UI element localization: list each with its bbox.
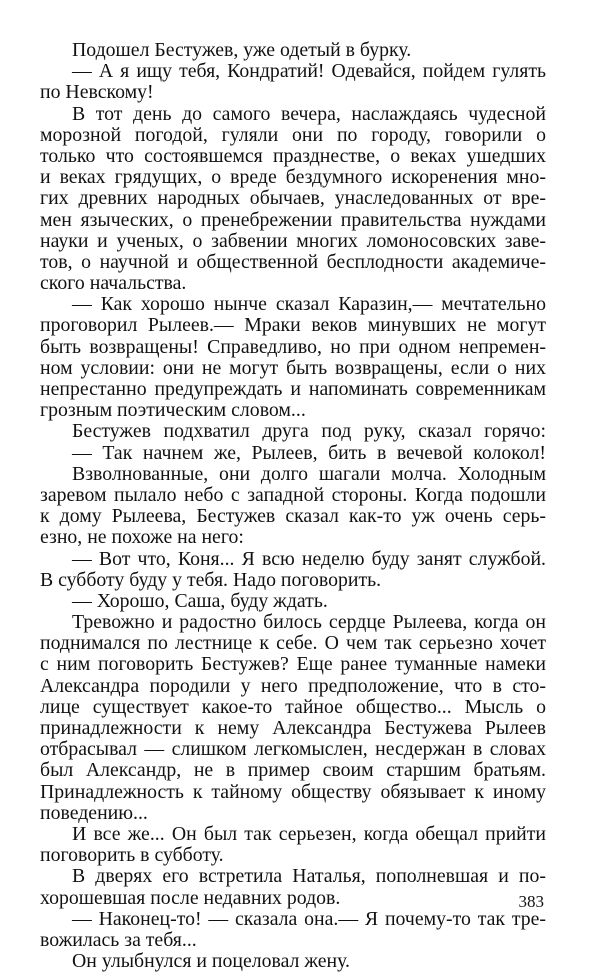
page-number: 383 <box>518 892 544 911</box>
text-line: хорошевшая после недавних родов. <box>40 886 341 909</box>
text-line: непрестанно предупреждать и напоминать современникам <box>40 378 546 400</box>
text-line: — Хорошо, Саша, буду ждать. <box>72 589 328 612</box>
text-line: — Как хорошо нынче сказал Каразин,— мечтательно <box>72 293 546 316</box>
text-line: Принадлежность к тайному обществу обязывает к иному <box>40 780 546 803</box>
text-line: ном условии: они не могут быть возвращены, если о них <box>40 356 546 379</box>
text-line: был Александр, не в пример своим старшим братьям. <box>40 759 546 782</box>
text-line: Александра породили у него предположение, что в сто- <box>40 674 546 697</box>
text-line: И все же... Он был так серьезен, когда обещал прийти <box>72 822 546 845</box>
text-line: только что состоявшемся празднестве, о веках ушедших <box>40 144 546 167</box>
text-line: — А я ищу тебя, Кондратий! Одевайся, пойдем гулять <box>72 60 546 83</box>
text-line: В дверях его встретила Наталья, пополневшая и по- <box>72 865 546 888</box>
text-line: — Вот что, Коня... Я всю неделю буду занят службой. <box>72 547 546 570</box>
text-line: В тот день до самого вечера, наслаждаясь чудесной <box>72 102 546 125</box>
text-line: с ним поговорить Бестужев? Еще ранее туманные намеки <box>40 653 546 676</box>
text-line: быть возвращены! Справедливо, но при одном непремен- <box>40 335 546 358</box>
text-line: грозным поэтическим словом... <box>40 399 306 422</box>
body-text <box>40 40 546 972</box>
text-line: — Наконец-то! — сказала она.— Я почему-то так тре- <box>72 907 546 930</box>
text-line: Он улыбнулся и поцеловал жену. <box>72 950 350 972</box>
text-line: поведению... <box>40 801 148 824</box>
text-line: поднимался по лестнице к себе. О чем так серьезно хочет <box>40 632 546 655</box>
text-line: к дому Рылеева, Бестужев сказал как-то уж очень серь- <box>40 505 546 528</box>
text-line: В субботу буду у тебя. Надо поговорить. <box>40 568 382 591</box>
text-line: Бестужев подхватил друга под руку, сказал горячо: <box>72 420 546 443</box>
text-line: — Так начнем же, Рылеев, бить в вечевой колокол! <box>72 441 546 464</box>
text-line: езно, не похоже на него: <box>40 526 244 549</box>
text-line: тов, о научной и общественной бесплодности академиче- <box>40 250 546 273</box>
text-line: вожилась за тебя... <box>40 928 197 951</box>
text-line: поговорить в субботу. <box>40 844 224 867</box>
text-line: ского начальства. <box>40 272 187 295</box>
text-line: морозной погодой, гуляли они по городу, говорили о <box>40 123 546 146</box>
text-line: проговорил Рылеев.— Мраки веков минувших не могут <box>40 314 546 337</box>
text-line: по Невскому! <box>40 81 154 104</box>
text-line: отбрасывал — слишком легкомыслен, несдержан в словах <box>40 738 546 761</box>
text-line: гих древних народных обычаев, унаследованных от вре- <box>40 187 546 210</box>
text-line: и веках грядущих, о вреде бездумного искоренения мно- <box>40 166 546 189</box>
text-line: мен языческих, о пренебрежении правительства нуждами <box>40 208 546 231</box>
text-line: заревом пылало небо с западной стороны. Когда подошли <box>40 483 546 506</box>
text-line: лице существует какое-то тайное общество... Мысль о <box>40 695 546 718</box>
text-line: принадлежности к нему Александра Бестужева Рылеев <box>40 717 546 739</box>
text-line: Взволнованные, они долго шагали молча. Холодным <box>72 462 546 485</box>
text-line: Подошел Бестужев, уже одетый в бурку. <box>72 39 412 61</box>
text-line: Тревожно и радостно билось сердце Рылеева, когда он <box>72 611 546 634</box>
text-line: науки и ученых, о забвении многих ломоносовских заве- <box>40 229 546 252</box>
